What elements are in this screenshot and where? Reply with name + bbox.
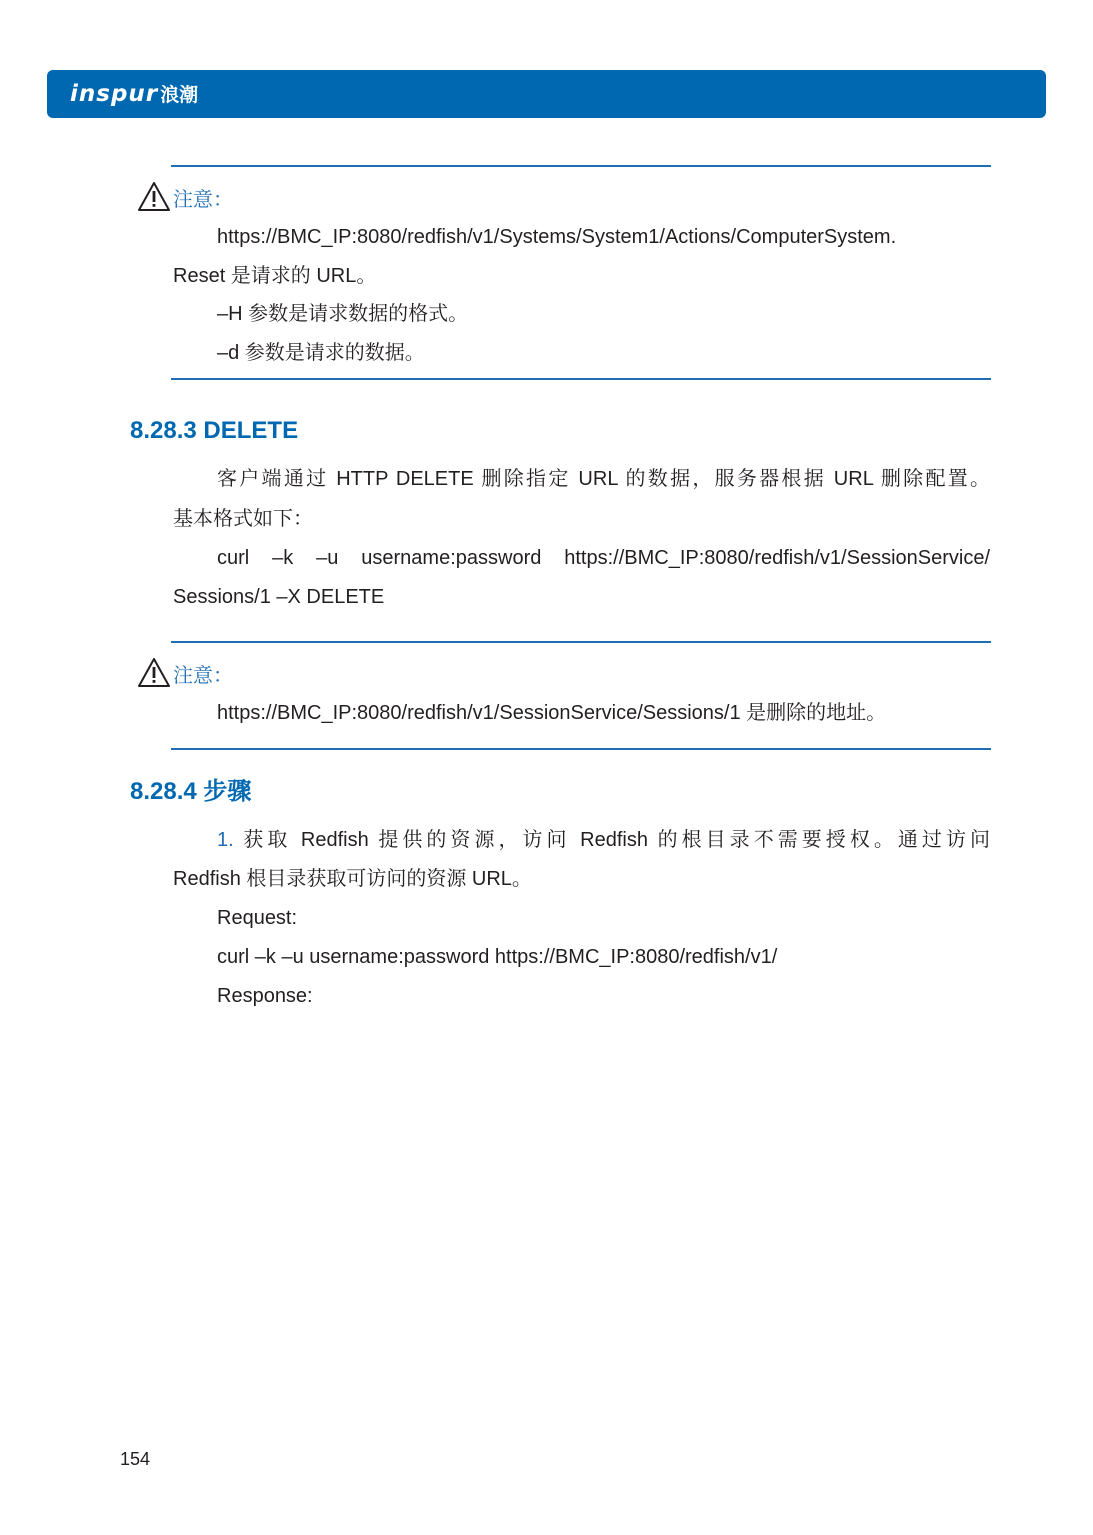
step-line: Redfish 根目录获取可访问的资源 URL。: [173, 868, 532, 890]
step-number: 1.: [217, 829, 234, 851]
note-top-rule: [171, 165, 991, 167]
brand-cn: 浪潮: [160, 84, 199, 106]
note-text: https://BMC_IP:8080/redfish/v1/SessionService/Sessions/1 是删除的地址。: [217, 702, 887, 724]
paragraph-line: 基本格式如下：: [173, 508, 313, 530]
note-text: https://BMC_IP:8080/redfish/v1/Systems/System1/Actions/ComputerSystem.: [217, 226, 897, 248]
request-command: curl –k –u username:password https://BMC_IP:8080/redfish/v1/: [217, 946, 778, 968]
note-bottom-rule: [171, 378, 991, 380]
note-text: Reset 是请求的 URL。: [173, 265, 377, 287]
warning-icon: [137, 657, 171, 689]
note-text: –d 参数是请求的数据。: [217, 342, 425, 364]
note-top-rule: [171, 641, 991, 643]
command-line: curl –k –u username:password https://BMC_IP:8080/redfish/v1/SessionService/: [217, 547, 990, 569]
request-label: Request:: [217, 907, 298, 929]
step-line: [217, 828, 990, 852]
note-title: 注意：: [173, 662, 233, 687]
note-header: [137, 180, 233, 214]
section-heading: 8.28.4 步骤: [130, 778, 252, 805]
brand-latin: inspur: [70, 81, 159, 107]
command-line: Sessions/1 –X DELETE: [173, 586, 385, 608]
note-header: [137, 656, 233, 690]
note-title: 注意：: [173, 186, 233, 211]
step-text: 获取 Redfish 提供的资源，访问 Redfish 的根目录不需要授权。通过访问: [243, 829, 990, 851]
response-label: Response:: [217, 985, 313, 1007]
page-number: 154: [120, 1449, 151, 1469]
note-bottom-rule: [171, 748, 991, 750]
paragraph-line: 客户端通过 HTTP DELETE 删除指定 URL 的数据，服务器根据 URL 删除配置。: [217, 468, 990, 490]
note-text: –H 参数是请求数据的格式。: [217, 303, 469, 325]
warning-icon: [137, 181, 171, 213]
brand-logo: [70, 80, 198, 109]
section-heading: 8.28.3 DELETE: [130, 417, 299, 444]
